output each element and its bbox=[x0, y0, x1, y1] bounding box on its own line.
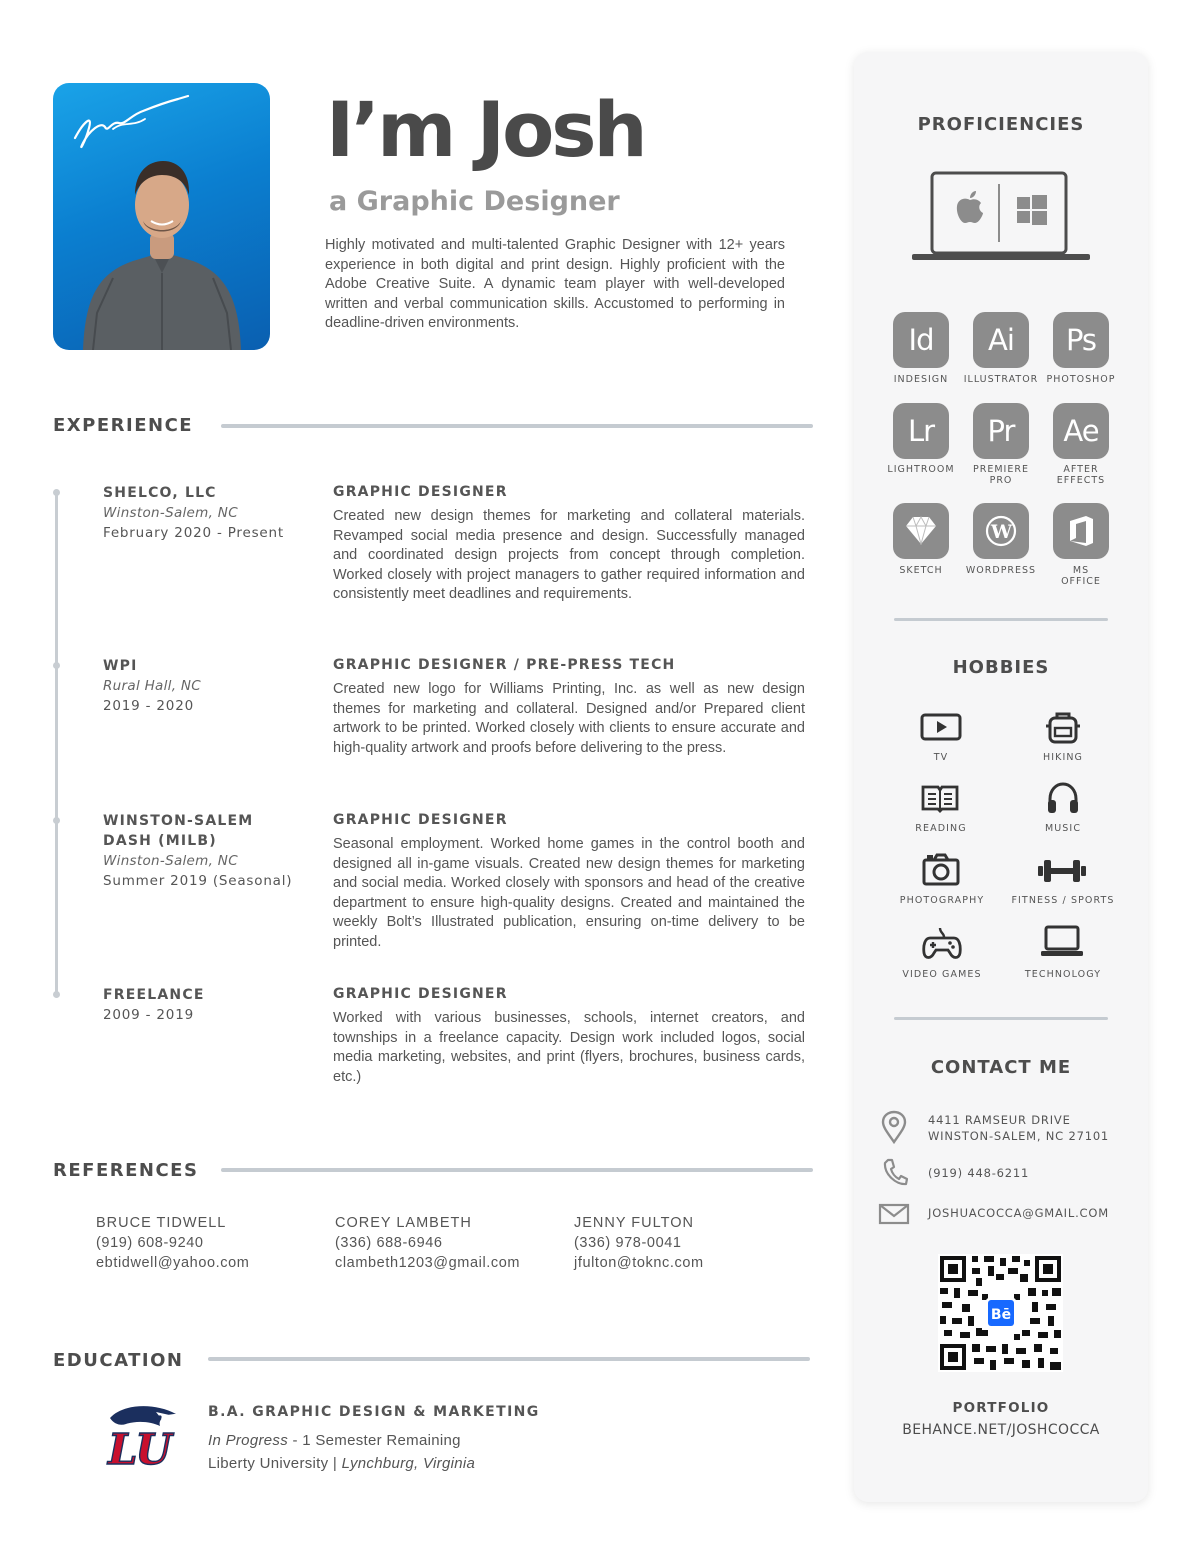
illustrator-icon: Ai bbox=[973, 312, 1029, 368]
job-entry-company bbox=[103, 483, 303, 543]
sidebar-divider bbox=[894, 1017, 1108, 1020]
school-name: Liberty University bbox=[208, 1455, 329, 1472]
references-heading: REFERENCES bbox=[53, 1160, 199, 1181]
backpack-icon bbox=[1044, 710, 1082, 749]
camera-icon bbox=[922, 852, 960, 891]
name-heading: I’m Josh bbox=[326, 85, 645, 174]
employment-dates: 2009 - 2019 bbox=[103, 1007, 194, 1023]
company-location: Winston-Salem, NC bbox=[103, 505, 238, 521]
tv-icon bbox=[920, 712, 962, 747]
reference-name: JENNY FULTON bbox=[574, 1215, 694, 1231]
hobby-label: VIDEO GAMES bbox=[902, 969, 982, 980]
company-location: Rural Hall, NC bbox=[103, 678, 202, 694]
software-label: SKETCH bbox=[899, 565, 943, 576]
reference-phone: (336) 978-0041 bbox=[574, 1235, 682, 1251]
reference-email: ebtidwell@yahoo.com bbox=[96, 1255, 250, 1271]
software-label: ILLUSTRATOR bbox=[963, 374, 1039, 385]
reference-phone: (919) 608-9240 bbox=[96, 1235, 204, 1251]
education-heading: EDUCATION bbox=[53, 1350, 184, 1371]
timeline-dot bbox=[53, 489, 60, 496]
svg-text:W: W bbox=[990, 521, 1012, 543]
address-text bbox=[928, 1112, 1109, 1144]
portfolio-qr-code[interactable] bbox=[938, 1254, 1063, 1377]
signature-mark bbox=[75, 96, 188, 147]
hobby-label: TV bbox=[933, 752, 949, 763]
degree-status bbox=[208, 1432, 461, 1449]
software-label: LIGHTROOM bbox=[887, 464, 955, 475]
job-entry-company bbox=[103, 656, 303, 716]
wordpress-icon bbox=[973, 503, 1029, 559]
company-name: WPI bbox=[103, 658, 138, 674]
contact-heading: CONTACT ME bbox=[930, 1057, 1072, 1078]
sketch-icon bbox=[893, 503, 949, 559]
job-description: Created new design themes for marketing and collateral materials. Revamped social media presence and design. Successfully managed and coordinated design projects from concept through completion. Worked closely with project managers to gather required information and consistently meet deadlines and requirements. bbox=[333, 508, 805, 603]
portfolio-label: PORTFOLIO bbox=[952, 1400, 1050, 1416]
reference-email: jfulton@toknc.com bbox=[574, 1255, 704, 1271]
hobby-label: MUSIC bbox=[1044, 823, 1082, 834]
hobby-label: TECHNOLOGY bbox=[1024, 969, 1102, 980]
proficiencies-heading: PROFICIENCIES bbox=[917, 114, 1085, 135]
software-label: INDESIGN bbox=[893, 374, 949, 385]
software-label: PHOTOSHOP bbox=[1046, 374, 1116, 385]
job-role: GRAPHIC DESIGNER bbox=[333, 986, 508, 1002]
summary-paragraph: Highly motivated and multi-talented Graphic Designer with 12+ years experience in both digital and print design. Highly proficient with the Adobe Creative Suite. A dynamic team player with well-developed written and verbal communication skills. Accustomed to performing in deadline-driven environments. bbox=[325, 237, 785, 332]
status-label: In Progress bbox=[208, 1432, 288, 1449]
phone-icon bbox=[882, 1158, 908, 1191]
status-detail: - 1 Semester Remaining bbox=[288, 1432, 461, 1449]
education-divider bbox=[208, 1357, 810, 1361]
job-title-tagline: a Graphic Designer bbox=[329, 186, 620, 217]
os-laptop-icon bbox=[910, 170, 1092, 271]
school-info bbox=[208, 1455, 475, 1472]
hobby-label: HIKING bbox=[1042, 752, 1084, 763]
reference-name: COREY LAMBETH bbox=[335, 1215, 472, 1231]
experience-heading: EXPERIENCE bbox=[53, 415, 194, 436]
employment-dates: 2019 - 2020 bbox=[103, 698, 194, 714]
software-label: WORDPRESS bbox=[965, 565, 1037, 576]
map-pin-icon bbox=[881, 1110, 907, 1149]
experience-divider bbox=[221, 424, 813, 428]
experience-timeline bbox=[55, 490, 58, 997]
hobby-label: FITNESS / SPORTS bbox=[1011, 895, 1115, 906]
indesign-icon: Id bbox=[893, 312, 949, 368]
company-name: FREELANCE bbox=[103, 987, 205, 1003]
employment-dates: Summer 2019 (Seasonal) bbox=[103, 873, 293, 889]
reference-entry bbox=[335, 1213, 520, 1273]
reference-entry bbox=[574, 1213, 704, 1273]
reference-email: clambeth1203@gmail.com bbox=[335, 1255, 521, 1271]
dumbbell-icon bbox=[1037, 857, 1087, 890]
mail-icon bbox=[878, 1203, 910, 1230]
profile-photo bbox=[53, 83, 270, 350]
company-name: SHELCO, LLC bbox=[103, 485, 217, 501]
hobby-label: READING bbox=[915, 823, 967, 834]
address-line-1: 4411 RAMSEUR DRIVE bbox=[928, 1113, 1071, 1127]
job-role: GRAPHIC DESIGNER / PRE-PRESS TECH bbox=[333, 657, 676, 673]
lightroom-icon: Lr bbox=[893, 403, 949, 459]
references-divider bbox=[221, 1168, 813, 1172]
premiere-icon: Pr bbox=[973, 403, 1029, 459]
phone-number[interactable]: (919) 448-6211 bbox=[928, 1166, 1030, 1180]
portfolio-link[interactable]: BEHANCE.NET/JOSHCOCCA bbox=[902, 1422, 1100, 1438]
job-description: Worked with various businesses, schools, internet creators, and townships in a freelance capacity. Design work included logos, social media marketing, websites, and print (flyers, brochures, business cards, etc.) bbox=[333, 1010, 805, 1085]
job-entry-company bbox=[103, 811, 293, 891]
degree-title: B.A. GRAPHIC DESIGN & MARKETING bbox=[208, 1404, 540, 1420]
liberty-university-logo bbox=[102, 1402, 180, 1477]
apple-icon bbox=[957, 191, 983, 223]
job-entry-company bbox=[103, 985, 303, 1025]
timeline-dot bbox=[53, 991, 60, 998]
address-line-2: WINSTON-SALEM, NC 27101 bbox=[928, 1129, 1110, 1143]
reference-name: BRUCE TIDWELL bbox=[96, 1215, 227, 1231]
after-effects-icon: Ae bbox=[1053, 403, 1109, 459]
job-description: Seasonal employment. Worked home games in the control booth and designed all in-game visuals. Created new design themes for marketing and social media. Worked closely with sponsors and head of the creative department to ensure high-quality designs. Created and maintained the weekly Bolt’s Illustrated publication, ensuring on-time delivery to be printed. bbox=[333, 836, 805, 950]
job-role: GRAPHIC DESIGNER bbox=[333, 812, 508, 828]
gamepad-icon bbox=[922, 925, 962, 966]
reference-entry bbox=[96, 1213, 249, 1273]
company-name: WINSTON-SALEM DASH (MILB) bbox=[103, 813, 254, 849]
photoshop-icon: Ps bbox=[1053, 312, 1109, 368]
headphones-icon bbox=[1045, 781, 1081, 820]
email-address[interactable]: JOSHUACOCCA@GMAIL.COM bbox=[928, 1206, 1109, 1220]
sidebar-divider bbox=[894, 618, 1108, 621]
svg-text:LU: LU bbox=[108, 1425, 172, 1472]
company-location: Winston-Salem, NC bbox=[103, 853, 238, 869]
software-label: PREMIERE PRO bbox=[973, 464, 1029, 486]
hobby-label: PHOTOGRAPHY bbox=[899, 895, 985, 906]
svg-text:Bē: Bē bbox=[990, 1307, 1012, 1323]
reference-phone: (336) 688-6946 bbox=[335, 1235, 443, 1251]
sidebar bbox=[854, 52, 1148, 1502]
school-separator: | bbox=[328, 1455, 342, 1472]
timeline-dot bbox=[53, 817, 60, 824]
laptop-icon bbox=[1040, 925, 1084, 962]
job-description: Created new logo for Williams Printing, Inc. as well as new design themes for marketing and collateral. Designed and/or Prepared client artwork to be printed. Worked closely with clients to ensure accurate and high-quality artwork and proofs before delivering to the press. bbox=[333, 681, 805, 756]
hobbies-heading: HOBBIES bbox=[952, 657, 1050, 678]
windows-icon bbox=[1017, 195, 1047, 225]
book-icon bbox=[921, 783, 959, 818]
employment-dates: February 2020 - Present bbox=[103, 525, 284, 541]
ms-office-icon bbox=[1053, 503, 1109, 559]
job-role: GRAPHIC DESIGNER bbox=[333, 484, 508, 500]
school-city: Lynchburg, Virginia bbox=[341, 1455, 476, 1472]
software-label: MS OFFICE bbox=[1061, 565, 1101, 587]
timeline-dot bbox=[53, 662, 60, 669]
software-label: AFTER EFFECTS bbox=[1056, 464, 1106, 486]
